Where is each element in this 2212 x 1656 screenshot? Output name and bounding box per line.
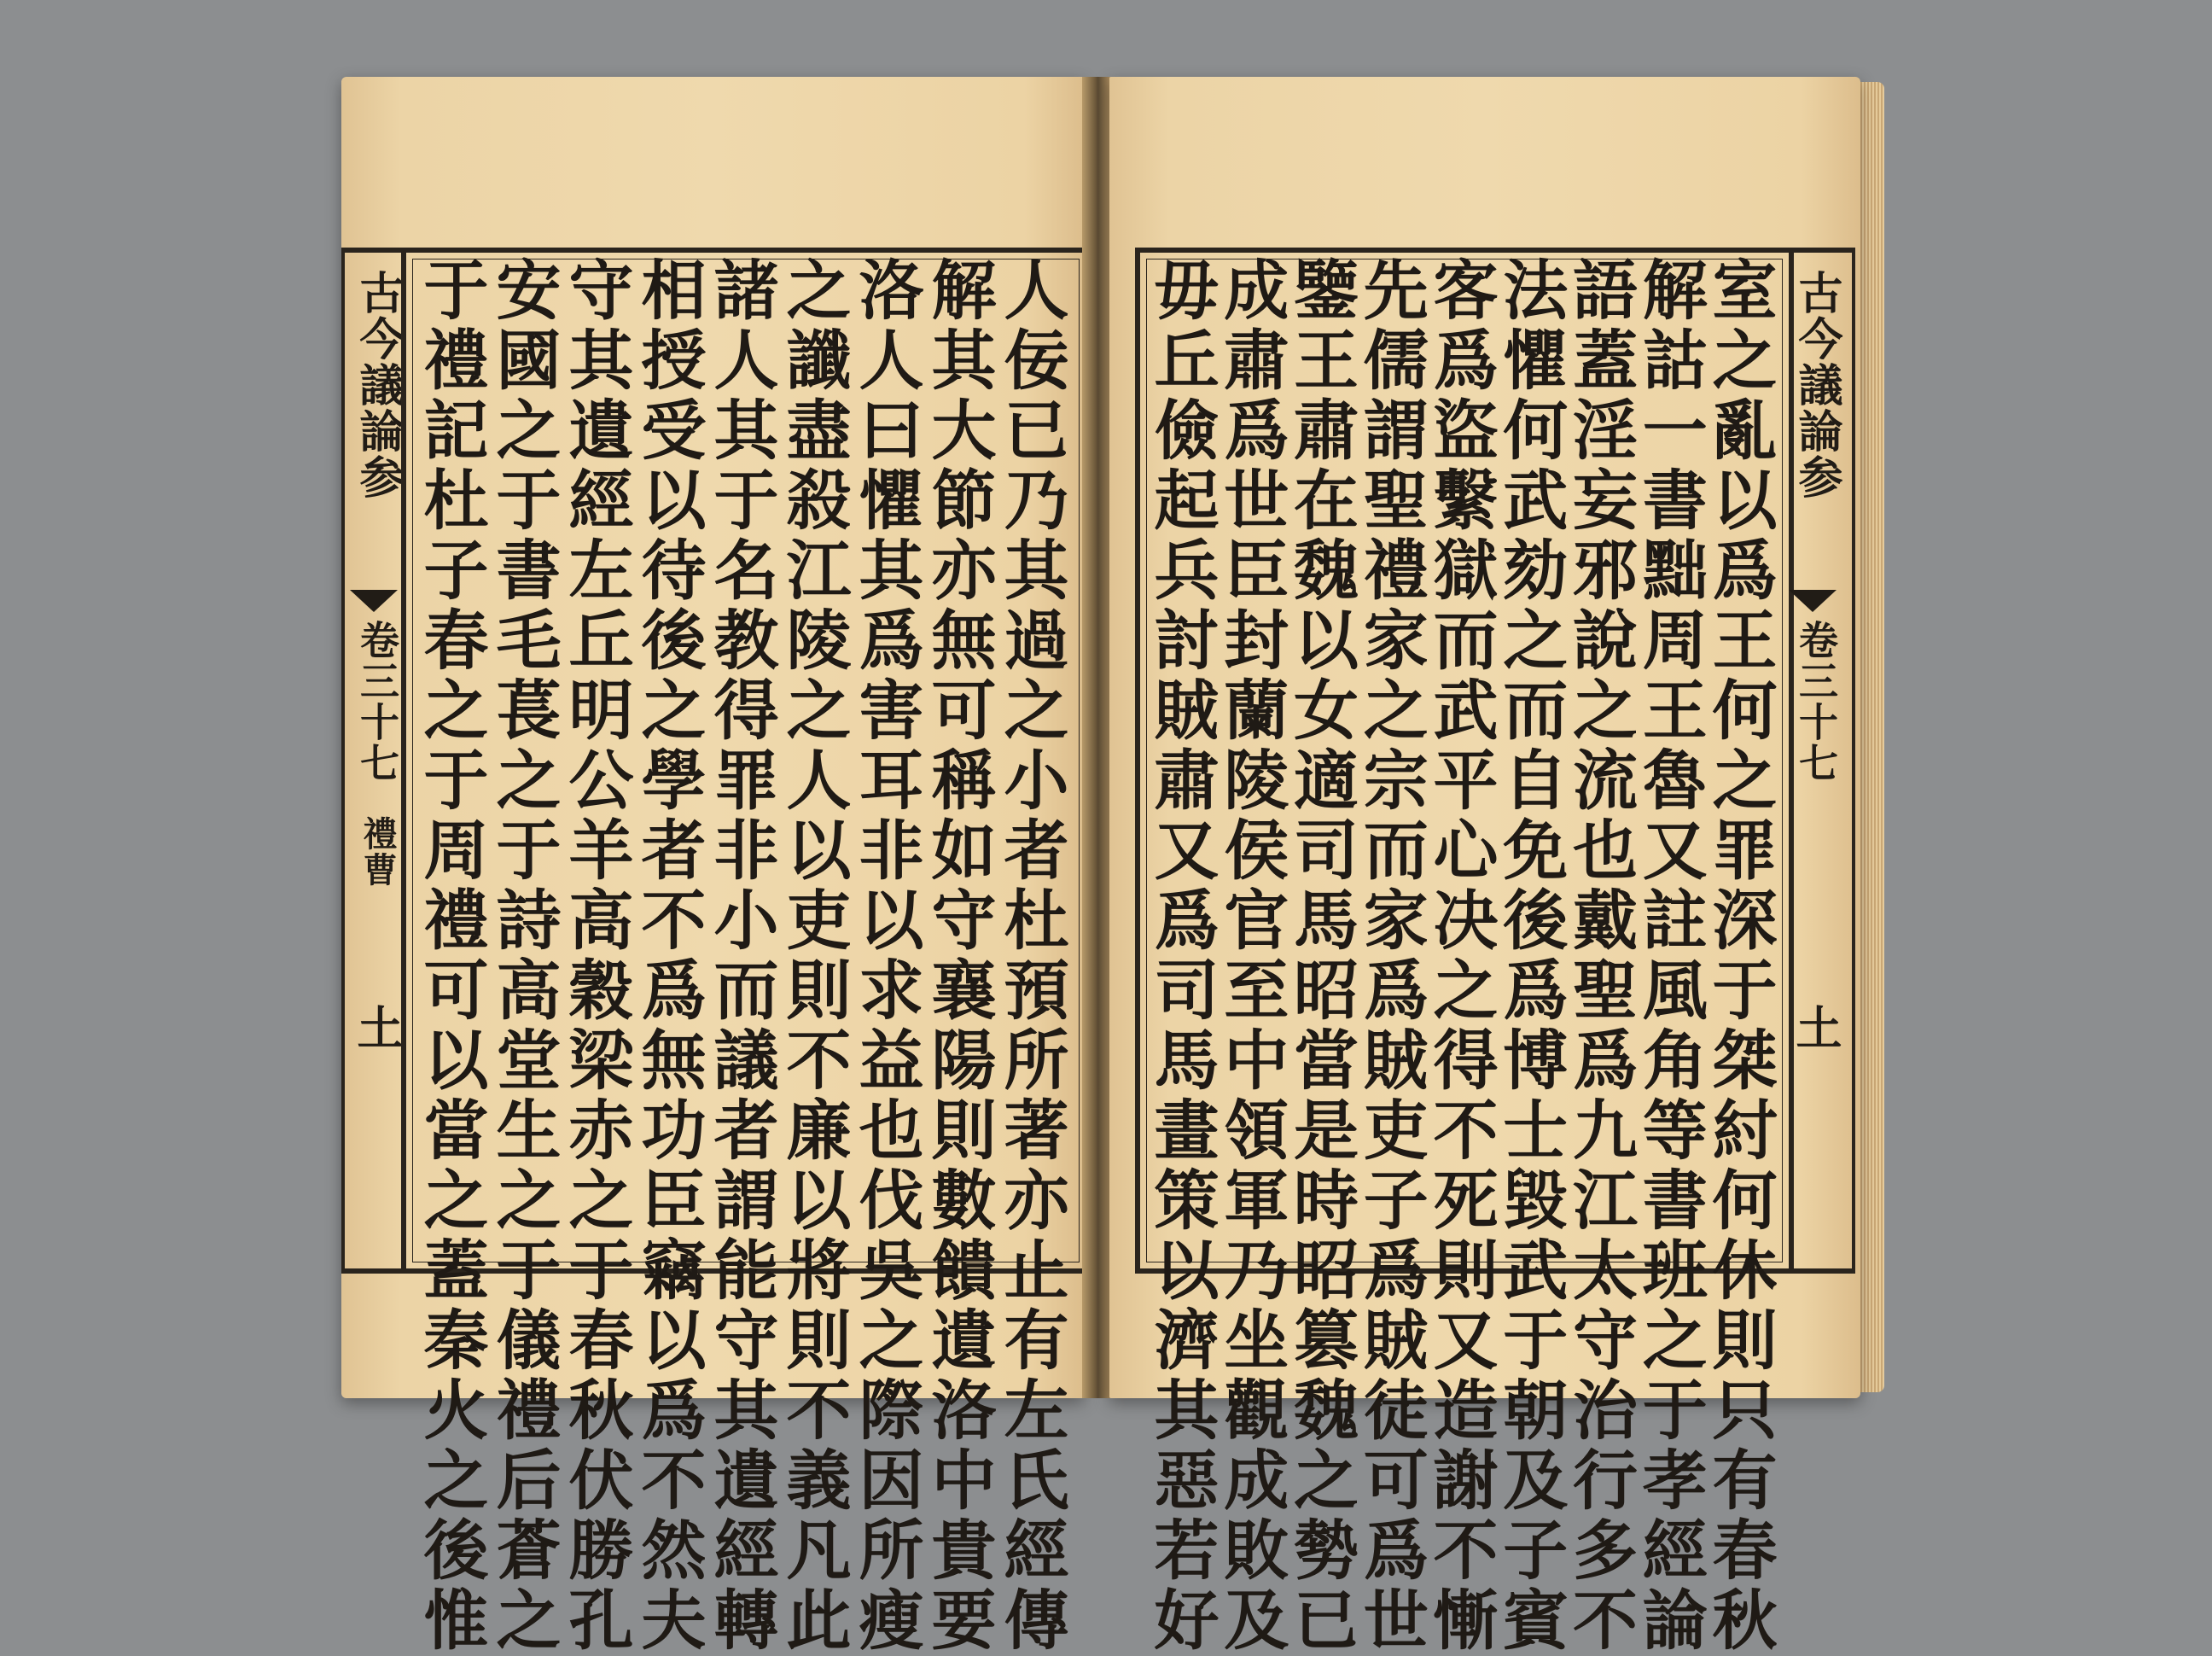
left-banner-page-number: 土: [350, 1004, 405, 1050]
text-column: 于禮記杜子春之于周禮可以當之蓋秦火之後惟: [413, 256, 489, 1656]
text-column: 人佞已乃其過之小者杜預所著亦止有左氏經傳: [993, 256, 1069, 1656]
text-column: 室之亂以爲王何之罪深于桀紂何休則只有春秋: [1702, 256, 1778, 1656]
left-banner-section: 禮曹: [358, 816, 398, 888]
text-column: 解詁一書黜周王魯又註風角等書班之于孝經論: [1632, 256, 1708, 1656]
left-page: [341, 77, 1084, 1656]
right-banner-volume: 卷三十七: [1793, 620, 1839, 784]
left-page-margin-band: [341, 248, 405, 1274]
text-column: 守其遺經左丘明公羊高穀梁赤之于春秋伏勝孔: [558, 256, 634, 1656]
left-banner-volume: 卷三十七: [354, 620, 400, 784]
text-column: 諸人其于名教得罪非小而議者謂能守其遺經轉: [703, 256, 779, 1656]
text-column: 語蓋淫妄邪說之流也戴聖爲九江太守治行多不: [1562, 256, 1639, 1656]
open-book: [324, 70, 1886, 1656]
book-gutter: [1082, 77, 1111, 1398]
page-edges: [1860, 82, 1884, 1392]
text-column: 解其大節亦無可稱如守襄陽則數饋遺洛中貴要: [921, 256, 997, 1656]
right-page: [1109, 77, 1860, 1656]
right-text-columns: [1144, 256, 1778, 1656]
text-column: 先儒謂聖禮家之宗而家爲賊吏子爲賊徒可爲世: [1353, 256, 1429, 1656]
text-column: 客爲盜繫獄而武平心决之得不死則又造謝不慚: [1423, 256, 1499, 1656]
fish-tail-mark: [350, 590, 398, 612]
text-column: 洛人曰懼其爲害耳非以求益也伐吳之際因所瘦: [848, 256, 924, 1656]
right-banner-page-number: 土: [1789, 1004, 1843, 1050]
text-column: 安國之于書毛萇之于詩高堂生之于儀禮后蒼之: [486, 256, 562, 1656]
text-column: 成肅爲世臣封蘭陵侯官至中領軍乃坐觀成敗及: [1213, 256, 1289, 1656]
right-page-margin-band: [1784, 248, 1855, 1274]
text-column: 之讖盡殺江陵之人以吏則不廉以將則不義凡此: [776, 256, 852, 1656]
right-banner-title: 古今議論参: [1790, 270, 1842, 500]
left-banner-title: 古今議論参: [352, 270, 404, 500]
left-text-columns: [413, 256, 1069, 1656]
text-column: 相授受以待後之學者不爲無功臣竊以爲不然夫: [631, 256, 707, 1656]
text-column: 毋丘儉起兵討賊肅又爲司馬畫策以濟其惡若好: [1144, 256, 1220, 1656]
text-column: 鑒王肅在魏以女適司馬昭當是時昭篡魏之勢已: [1283, 256, 1359, 1656]
text-column: 法懼何武劾之而自免後爲博士毀武于朝及子賓: [1492, 256, 1569, 1656]
fish-tail-mark: [1789, 590, 1837, 612]
